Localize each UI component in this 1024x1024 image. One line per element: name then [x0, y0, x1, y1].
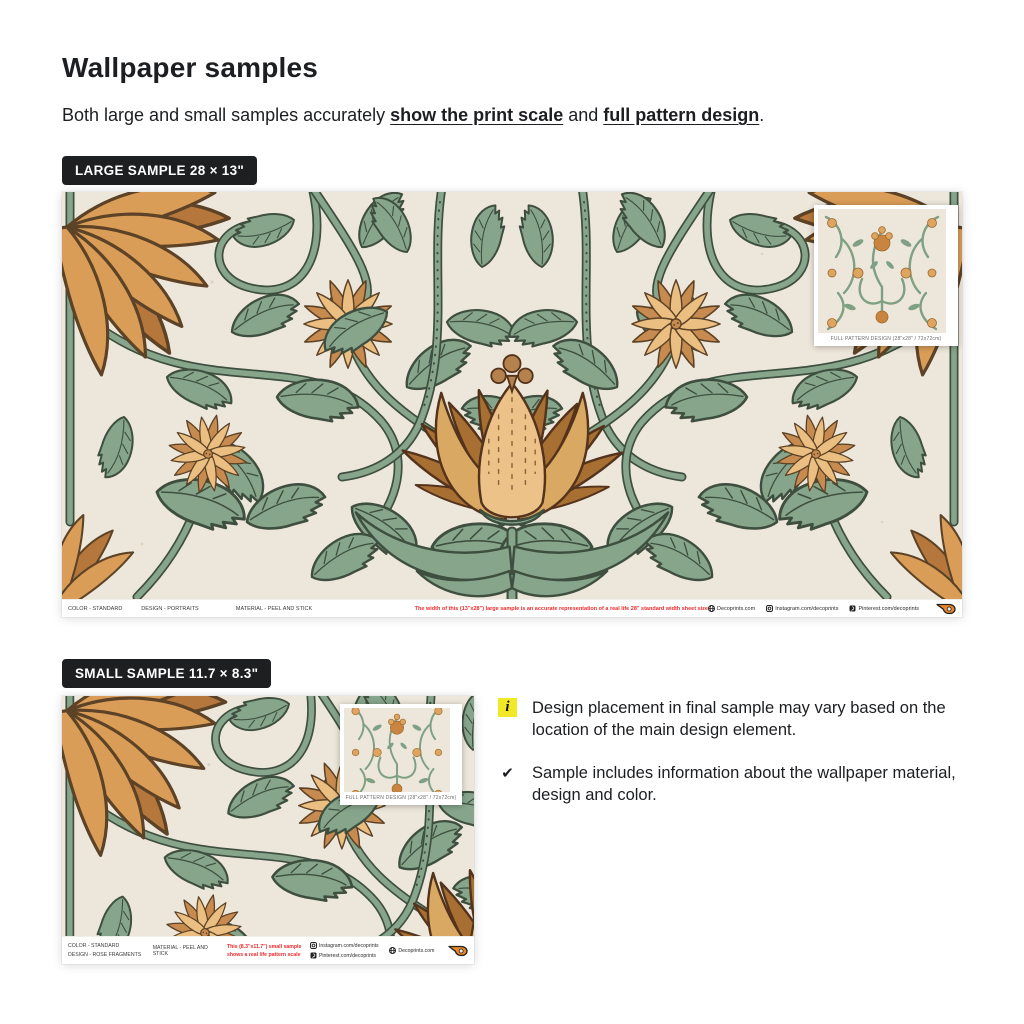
disclaimer-line-1: This (8.3"x11.7") small sample: [226, 943, 302, 950]
spec-design: DESIGN - ROSE FRAGMENTS: [68, 952, 142, 958]
inset-caption: FULL PATTERN DESIGN (28"x28" / 72x72cm): [830, 336, 942, 342]
pinterest-label: Pinterest.com/decoprints: [858, 605, 919, 612]
pinterest-link: [310, 952, 381, 959]
globe-icon: [389, 947, 396, 954]
intro-highlight-pattern-design: full pattern design: [603, 105, 760, 125]
intro-suffix: .: [759, 105, 765, 125]
inset-caption-small: FULL PATTERN DESIGN (28"x28" / 72x72cm): [345, 795, 457, 801]
scale-disclaimer: [227, 944, 302, 958]
instagram-label: Instagram.com/decoprints: [775, 605, 839, 612]
notes-column: [498, 697, 968, 827]
large-sample-label: LARGE SAMPLE 28 × 13": [62, 156, 257, 185]
social-links: [708, 603, 956, 615]
spec-material: MATERIAL - PEEL AND STICK: [235, 605, 313, 612]
pinterest-icon: [310, 952, 317, 959]
full-pattern-inset-card: [814, 205, 958, 346]
website-link: [389, 947, 440, 954]
instagram-link: [310, 942, 381, 949]
pinterest-icon: [849, 605, 856, 612]
instagram-icon: [766, 605, 773, 612]
full-pattern-inset-card-small: [340, 704, 462, 805]
spec-color: COLOR - STANDARD: [68, 605, 123, 612]
spec-color: COLOR - STANDARD: [68, 943, 120, 949]
page-title: Wallpaper samples: [62, 52, 319, 83]
intro-middle: and: [563, 105, 604, 125]
disclaimer-line-2: shows a real life pattern scale: [226, 951, 301, 958]
website-link: [708, 605, 755, 612]
instagram-label: Instagram.com/decoprints: [318, 942, 379, 949]
instagram-icon: [310, 942, 317, 949]
website-label: Decoprints.com: [398, 947, 435, 954]
pinterest-label: Pinterest.com/decoprints: [318, 952, 377, 959]
social-links: [310, 942, 381, 959]
note-design-placement: [498, 697, 968, 741]
scale-disclaimer: The width of this (13"x28") large sample is an accurate representation of a real life 28" standard width sheet size: [414, 605, 708, 612]
info-icon: i: [498, 698, 517, 717]
intro-prefix: Both large and small samples accurately: [62, 105, 391, 125]
intro-highlight-print-scale: show the print scale: [390, 105, 564, 125]
pinterest-link: [849, 605, 919, 612]
instagram-link: [766, 605, 838, 612]
website-label: Decoprints.com: [716, 605, 756, 612]
brand-logo: [936, 603, 956, 615]
check-icon: ✔: [501, 764, 514, 782]
note-sample-info: [498, 762, 968, 806]
inset-thumbnail-small: [344, 708, 450, 792]
spec-column: [68, 943, 145, 958]
small-sample-label: SMALL SAMPLE 11.7 × 8.3": [62, 659, 271, 688]
intro-text: [62, 105, 764, 126]
small-sample-info-strip: [62, 936, 474, 964]
large-sample-image: [62, 192, 962, 617]
spec-design: DESIGN - PORTRAITS: [141, 605, 199, 612]
brand-logo: [448, 945, 468, 957]
globe-icon: [708, 605, 715, 612]
large-sample-info-strip: [62, 599, 962, 617]
spec-material: MATERIAL - PEEL AND STICK: [152, 944, 208, 957]
note-text: Sample includes information about the wallpaper material, design and color.: [532, 764, 956, 804]
note-text: Design placement in final sample may vary based on the location of the main design element.: [532, 699, 946, 739]
small-sample-image: [62, 696, 474, 964]
inset-thumbnail: [818, 209, 946, 333]
